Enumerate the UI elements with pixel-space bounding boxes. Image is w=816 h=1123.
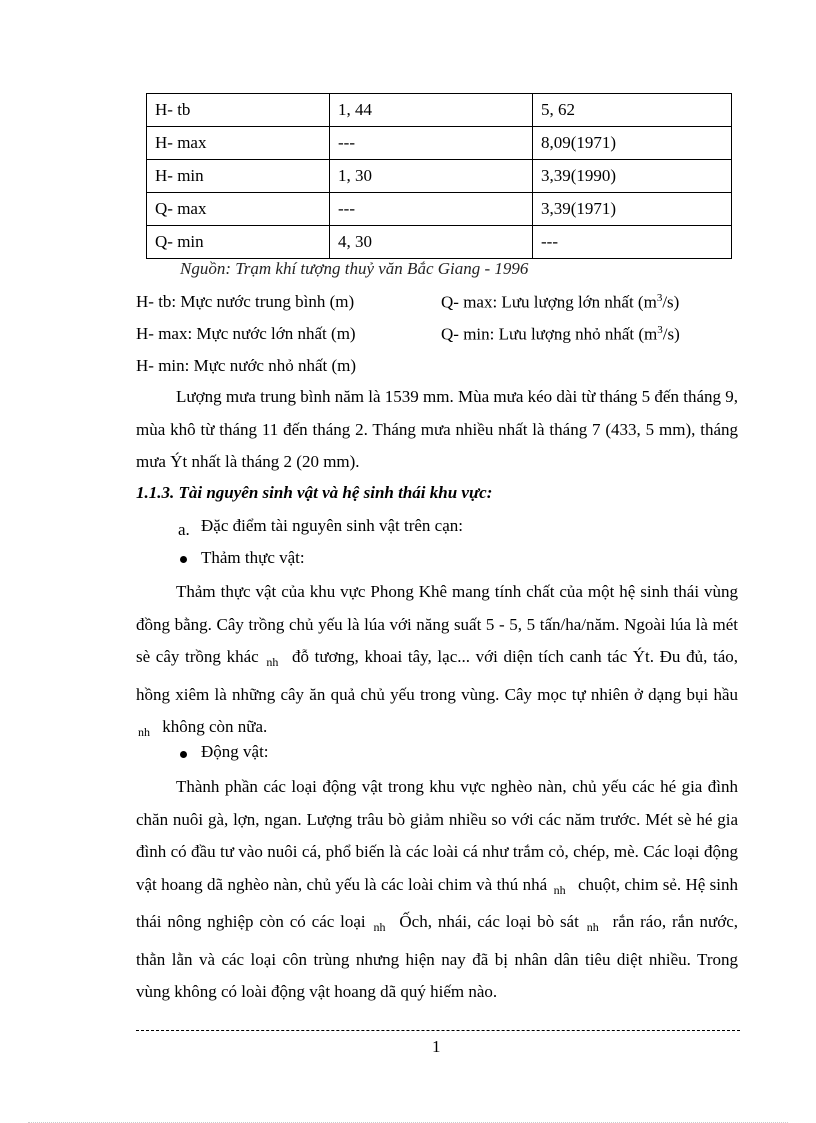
- table-row: [147, 94, 732, 127]
- item-a-text: Đặc điểm tài nguyên sinh vật trên cạn:: [201, 516, 463, 535]
- subscript-nh: nh: [553, 882, 566, 897]
- table-cell: 8,09(1971): [533, 127, 732, 160]
- table-row: [147, 226, 732, 259]
- table-source-caption: Nguồn: Trạm khí tượng thuỷ văn Bắc Giang - 1996: [180, 259, 529, 278]
- hydrology-table: [146, 93, 732, 259]
- list-marker: a.: [178, 520, 190, 539]
- table-cell: ---: [330, 193, 533, 226]
- section-heading: 1.1.3. Tài nguyên sinh vật và hệ sinh thái khu vực:: [136, 483, 493, 502]
- definition-q-max-text: Q- max: Lưu lượng lớn nhất (m: [441, 292, 657, 312]
- fauna-text-3: Ốch, nhái, các loại bò sát: [399, 912, 579, 931]
- table-cell: 3,39(1990): [533, 160, 732, 193]
- table-row: [147, 127, 732, 160]
- flora-text-1: Thảm thực vật của khu vực Phong Khê mang tính chất của một hệ sinh thái vùng đồng bằng. Cây trồng chủ yếu là lúa với năng suất 5 - 5, 5 tấn/ha/năm. Ngoài lúa là mét sè cây trồng khác: [136, 582, 738, 666]
- table-cell: ---: [533, 226, 732, 259]
- subscript-nh: nh: [138, 725, 150, 739]
- fauna-paragraph: [136, 771, 738, 1009]
- bullet-icon: [180, 556, 187, 563]
- definition-h-max: H- max: Mực nước lớn nhất (m): [136, 324, 356, 343]
- table-cell: 1, 30: [330, 160, 533, 193]
- bullet-flora-label: Thảm thực vật:: [201, 548, 305, 567]
- table-cell: ---: [330, 127, 533, 160]
- definition-q-min-text: Q- min: Lưu lượng nhỏ nhất (m: [441, 324, 658, 344]
- subscript-nh: nh: [586, 920, 599, 934]
- flora-text-2: đỗ tương, khoai tây, lạc... với diện tích canh tác Ýt. Đu đủ, táo, hồng xiêm là những cây ăn quả chủ yếu trong vùng. Cây mọc tự nhiên ở dạng bụi hầu: [136, 647, 738, 704]
- definition-h-min: H- min: Mực nước nhỏ nhất (m): [136, 356, 357, 375]
- footer-divider: [136, 1030, 740, 1031]
- fauna-text-1: Thành phần các loại động vật trong khu vực nghèo nàn, chủ yếu các hé gia đình chăn nuôi gà, lợn, ngan. Lượng trâu bò giảm nhiều so với các năm trước. Mét sè hé gia đình có đầu tư vào nuôi cá, phổ biến là các loài cá như trắm cỏ, chép, mè. Các loại động vật hoang dã nghèo nàn, chủ yếu là các loài chim và thú nhá: [136, 777, 738, 894]
- bullet-fauna-label: Động vật:: [201, 742, 269, 761]
- definition-q-max-unit: /s): [662, 292, 680, 312]
- table-cell: H- max: [147, 127, 330, 160]
- table-cell: 1, 44: [330, 94, 533, 127]
- definition-q-min-unit: /s): [662, 324, 680, 344]
- table-cell: 4, 30: [330, 226, 533, 259]
- superscript: 3: [656, 292, 663, 304]
- definition-h-tb: H- tb: Mực nước trung bình (m): [136, 292, 355, 311]
- flora-text-3: không còn nữa.: [162, 717, 268, 736]
- fauna-text-2: chuột, chim sẻ. Hệ sinh thái nông nghiệp còn có các loại: [136, 874, 739, 931]
- table-cell: Q- min: [147, 226, 330, 259]
- flora-paragraph: [136, 576, 738, 749]
- subscript-nh: nh: [373, 920, 386, 934]
- superscript: 3: [657, 324, 663, 336]
- table-cell: Q- max: [147, 193, 330, 226]
- page-number: 1: [432, 1037, 441, 1056]
- bullet-icon: [180, 751, 187, 758]
- table-cell: 5, 62: [533, 94, 732, 127]
- table-cell: H- min: [147, 160, 330, 193]
- table-cell: 3,39(1971): [533, 193, 732, 226]
- table-row: [147, 160, 732, 193]
- fauna-text-4: rắn ráo, rắn nước, thằn lằn và các loại côn trùng nhưng hiện nay đã bị nhân dân tiêu diệt nhiều. Trong vùng không có loài động vật hoang dã quý hiếm nào.: [136, 912, 739, 1001]
- definition-q-min: [441, 324, 680, 345]
- table-row: [147, 193, 732, 226]
- subscript-nh: nh: [266, 655, 279, 669]
- table-cell: H- tb: [147, 94, 330, 127]
- definition-q-max: [441, 292, 679, 313]
- rain-paragraph: Lượng mưa trung bình năm là 1539 mm. Mùa mưa kéo dài từ tháng 5 đến tháng 9, mùa khô từ tháng 11 đến tháng 2. Tháng mưa nhiều nhất là tháng 7 (433, 5 mm), tháng mưa Ýt nhất là tháng 2 (20 mm).: [136, 387, 738, 471]
